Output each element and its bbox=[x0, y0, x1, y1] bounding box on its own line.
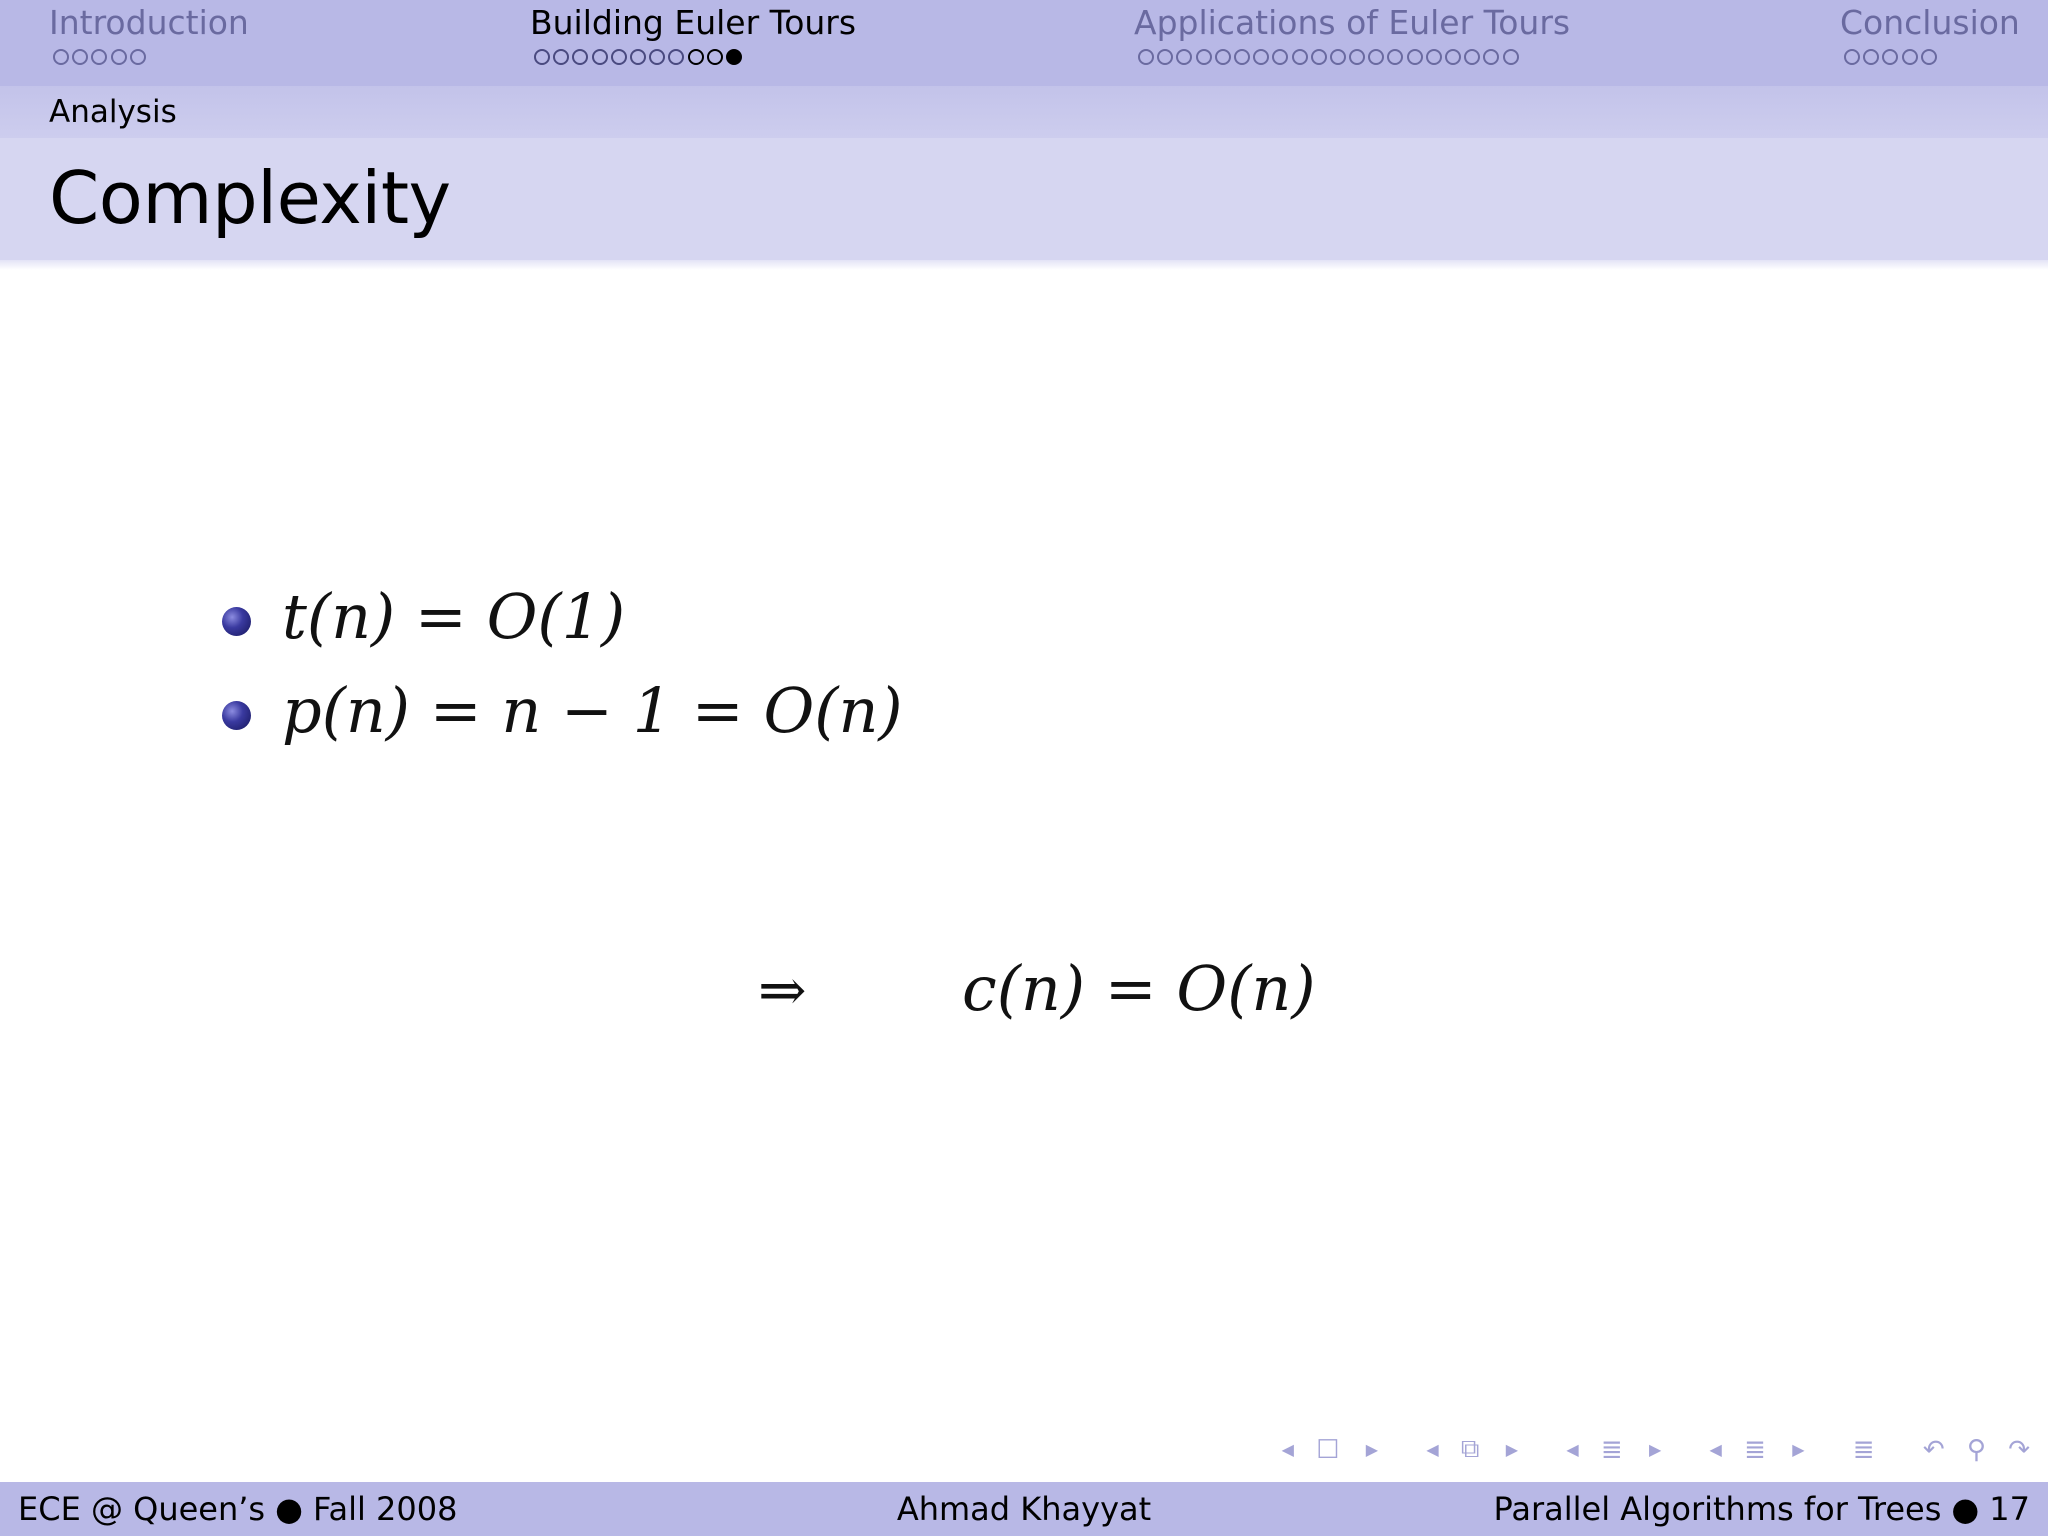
nav-frame-dots bbox=[53, 49, 149, 71]
bullet-separator-icon: ● bbox=[1951, 1490, 1980, 1528]
frame-dot[interactable] bbox=[534, 49, 550, 65]
arrow-right-icon[interactable]: ▶ bbox=[1365, 1440, 1379, 1459]
frame-dot[interactable] bbox=[630, 49, 646, 65]
frame-dot[interactable] bbox=[668, 49, 684, 65]
slide-icon[interactable]: ⧉ bbox=[1460, 1434, 1480, 1464]
frame-dot[interactable] bbox=[592, 49, 608, 65]
frame-dot[interactable] bbox=[1503, 49, 1519, 65]
footer-title bbox=[1494, 1490, 2030, 1528]
frame-dot[interactable] bbox=[1330, 49, 1346, 65]
frame-dot[interactable] bbox=[1176, 49, 1192, 65]
frame-dot[interactable] bbox=[53, 49, 69, 65]
section-icon[interactable]: ≣ bbox=[1744, 1434, 1766, 1465]
frame-dot[interactable] bbox=[1844, 49, 1860, 65]
subsection-title[interactable]: Analysis bbox=[49, 94, 177, 130]
arrow-left-icon[interactable]: ◀ bbox=[1281, 1440, 1294, 1459]
bullet-separator-icon: ● bbox=[275, 1490, 304, 1528]
subsection-icon[interactable]: ≣ bbox=[1600, 1434, 1623, 1465]
undo-icon[interactable]: ↶ bbox=[1922, 1434, 1945, 1465]
frame-dot[interactable] bbox=[1863, 49, 1879, 65]
frame-dot[interactable] bbox=[1407, 49, 1423, 65]
frame-dot[interactable] bbox=[1138, 49, 1154, 65]
frame-dot[interactable] bbox=[91, 49, 107, 65]
nav-frame-dots bbox=[534, 49, 745, 71]
redo-icon[interactable]: ↷ bbox=[2008, 1434, 2030, 1465]
frame-title: Complexity bbox=[49, 156, 451, 240]
frame-dot[interactable] bbox=[1292, 49, 1308, 65]
nav-section-title[interactable]: Applications of Euler Tours bbox=[1134, 3, 1571, 42]
conclusion-line bbox=[0, 952, 2048, 1042]
conclusion-formula: c(n) = O(n) bbox=[962, 952, 1316, 1025]
footer-date-text: Fall 2008 bbox=[313, 1490, 458, 1528]
frame-dot[interactable] bbox=[1368, 49, 1384, 65]
frame-dot[interactable] bbox=[1426, 49, 1442, 65]
arrow-left-icon[interactable]: ◀ bbox=[1709, 1440, 1722, 1459]
search-icon[interactable]: ⚲ bbox=[1966, 1434, 1986, 1465]
frame-dot[interactable] bbox=[553, 49, 569, 65]
arrow-right-icon[interactable]: ▶ bbox=[1648, 1440, 1662, 1459]
frame-dot[interactable] bbox=[111, 49, 127, 65]
arrow-left-icon[interactable]: ◀ bbox=[1566, 1440, 1579, 1459]
page-number: 17 bbox=[1989, 1490, 2030, 1528]
frame-dot[interactable] bbox=[1157, 49, 1173, 65]
frame-title-bar bbox=[0, 138, 2048, 260]
arrow-right-icon[interactable]: ▶ bbox=[1505, 1440, 1519, 1459]
beamer-navigation-symbols bbox=[1264, 1434, 2030, 1468]
arrow-right-icon[interactable]: ▶ bbox=[1792, 1440, 1805, 1459]
frame-dot[interactable] bbox=[1215, 49, 1231, 65]
nav-section-title[interactable]: Introduction bbox=[49, 3, 249, 42]
bullet-formula: t(n) = O(1) bbox=[282, 580, 626, 653]
implies-arrow: ⇒ bbox=[758, 956, 807, 1024]
frame-dot[interactable] bbox=[572, 49, 588, 65]
frame-icon[interactable]: ☐ bbox=[1316, 1434, 1340, 1465]
current-frame-dot[interactable] bbox=[726, 49, 742, 65]
nav-frame-dots bbox=[1138, 49, 1522, 71]
frame-dot[interactable] bbox=[1234, 49, 1250, 65]
bullet-ball-icon bbox=[222, 701, 251, 730]
frame-dot[interactable] bbox=[1882, 49, 1898, 65]
nav-section-title[interactable]: Building Euler Tours bbox=[530, 3, 857, 42]
frame-dot[interactable] bbox=[1464, 49, 1480, 65]
frame-dot[interactable] bbox=[707, 49, 723, 65]
frame-dot[interactable] bbox=[1387, 49, 1403, 65]
frame-dot[interactable] bbox=[1921, 49, 1937, 65]
frame-dot[interactable] bbox=[1445, 49, 1461, 65]
frame-dot[interactable] bbox=[1349, 49, 1365, 65]
frame-dot[interactable] bbox=[1253, 49, 1269, 65]
frame-dot[interactable] bbox=[688, 49, 704, 65]
frame-dot[interactable] bbox=[1196, 49, 1212, 65]
subsection-bar bbox=[0, 86, 2048, 138]
nav-section-title[interactable]: Conclusion bbox=[1840, 3, 2020, 42]
nav-frame-dots bbox=[1844, 49, 1940, 71]
frame-dot[interactable] bbox=[130, 49, 146, 65]
section-navigation-bar bbox=[0, 0, 2048, 86]
frame-dot[interactable] bbox=[1311, 49, 1327, 65]
footer-bar bbox=[0, 1482, 2048, 1536]
bullet-ball-icon bbox=[222, 607, 251, 636]
footer-institute-text: ECE @ Queen’s bbox=[18, 1490, 266, 1528]
frame-dot[interactable] bbox=[1483, 49, 1499, 65]
frame-dot[interactable] bbox=[72, 49, 88, 65]
bullet-formula: p(n) = n − 1 = O(n) bbox=[282, 674, 903, 747]
arrow-left-icon[interactable]: ◀ bbox=[1426, 1440, 1439, 1459]
footer-title-text: Parallel Algorithms for Trees bbox=[1493, 1490, 1942, 1528]
frame-dot[interactable] bbox=[1272, 49, 1288, 65]
footer-author: Ahmad Khayyat bbox=[896, 1490, 1152, 1528]
frame-dot[interactable] bbox=[611, 49, 627, 65]
frame-dot[interactable] bbox=[649, 49, 665, 65]
document-icon[interactable]: ≣ bbox=[1852, 1434, 1875, 1465]
frame-dot[interactable] bbox=[1902, 49, 1918, 65]
